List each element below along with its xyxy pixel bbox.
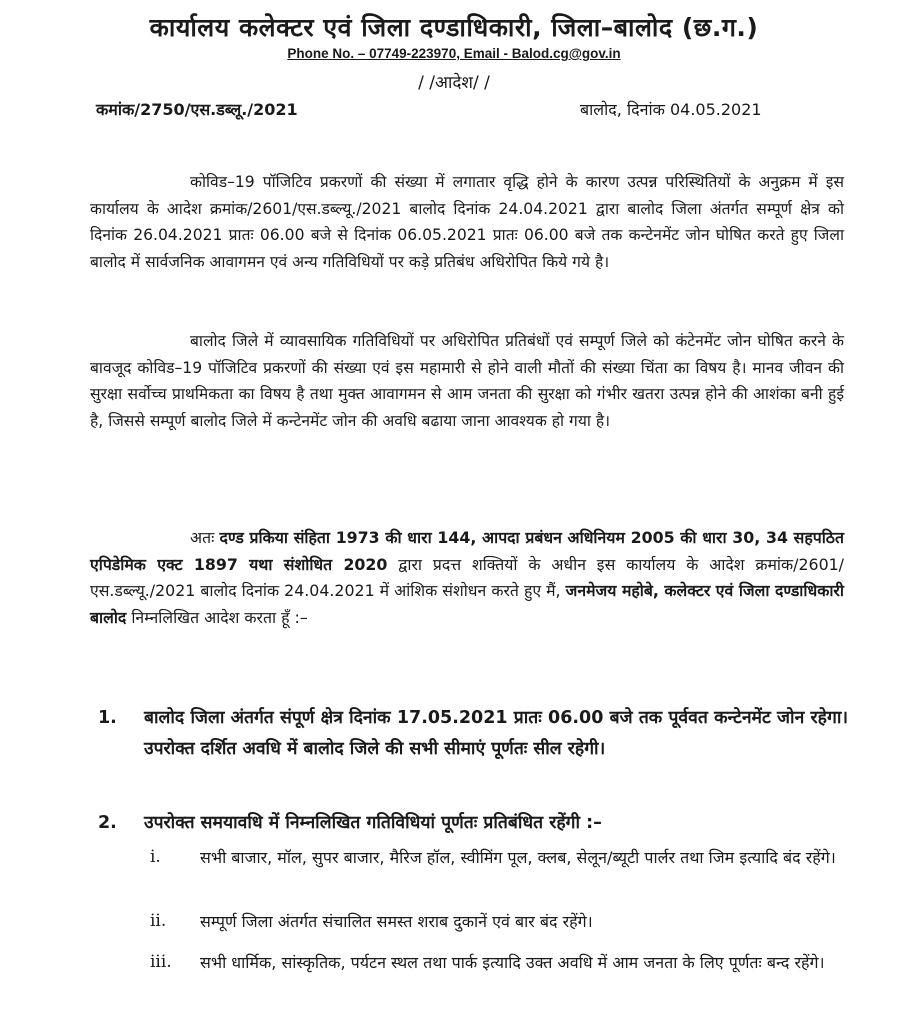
sub-item-ii [150, 906, 850, 937]
paragraph-2-text: बालोद जिले में व्यावसायिक गतिविधियों पर अधिरोपित प्रतिबंधों एवं सम्पूर्ण जिले को कंटेनमेंट जोन घोषित करने के बावजूद कोविड–19 पॉजिटिव प्रकरणों की संख्या एवं इस महामारी से होने वाली मौतों की संख्या चिंता का विषय है। मानव जीवन की सुरक्षा सर्वोच्च प्राथमिकता का विषय है तथा मुक्त आवागमन से आम जनता की सुरक्षा को गंभीर खतरा उत्पन्न होने की आशंका बनी हुई है, जिससे सम्पूर्ण बालोद जिले में कन्टेनमेंट जोन की अवधि बढाया जाना आवश्यक हो गया है। [90, 332, 844, 430]
legal-provisions: दण्ड प्रकिया संहिता 1973 की धारा 144, आपदा प्रबंधन अधिनियम 2005 की धारा 30, 34 सहपठित एपिडेमिक एक्ट 1897 यथा संशोधित 2020 [90, 528, 844, 574]
paragraph-3-lead: अतः [190, 528, 215, 547]
paragraph-3-mid: द्वारा प्रदत्त शक्तियों के अधीन इस कार्यालय के आदेश क्रमांक/2601/एस.डब्ल्यू./2021 बालोद दिनांक 24.04.2021 में आंशिक संशोधन करते हुए मैं, [90, 554, 844, 600]
sub-item-text: सम्पूर्ण जिला अंतर्गत संचालित समस्त शराब दुकानें एवं बार बंद रहेंगे। [200, 912, 593, 931]
collector-name: जनमेजय महोबे, कलेक्टर एवं जिला दण्डाधिकारी बालोद [90, 581, 844, 627]
order-item-number: 2. [98, 813, 117, 833]
sub-item-text: सभी बाजार, मॉल, सुपर बाजार, मैरिज हॉल, स्वीमिंग पूल, क्लब, सेलून/ब्यूटी पार्लर तथा जिम इत्यादि बंद रहेंगे। [200, 848, 836, 867]
order-item-number: 1. [98, 708, 117, 728]
place-date: बालोद, दिनांक 04.05.2021 [580, 100, 762, 119]
paragraph-3-tail: निम्नलिखित आदेश करता हूँ :– [131, 607, 308, 627]
paragraph-2 [90, 328, 844, 434]
contact-line: Phone No. – 07749-223970, Email - Balod.cg@gov.in [287, 46, 621, 61]
paragraph-1 [90, 169, 844, 275]
order-heading: / /आदेश/ / [418, 73, 490, 93]
sub-item-numeral: iii. [150, 952, 172, 972]
order-item-text: बालोद जिला अंतर्गत संपूर्ण क्षेत्र दिनांक 17.05.2021 प्रातः 06.00 बजे तक पूर्ववत कन्टेनमेंट जोन रहेगा। उपरोक्त दर्शित अवधि में बालोद जिले की सभी सीमाएं पूर्णतः सील रहेगी। [144, 708, 848, 759]
sub-item-iii [150, 947, 850, 978]
order-item-2 [98, 808, 848, 839]
sub-item-numeral: ii. [150, 911, 167, 931]
sub-item-numeral: i. [150, 847, 161, 867]
sub-item-text: सभी धार्मिक, सांस्कृतिक, पर्यटन स्थल तथा पार्क इत्यादि उक्त अवधि में आम जनता के लिए पूर्णतः बन्द रहेंगे। [200, 953, 825, 972]
paragraph-3 [90, 525, 844, 631]
order-item-text: उपरोक्त समयावधि में निम्नलिखित गतिविधियां पूर्णतः प्रतिबंधित रहेंगी :– [144, 813, 602, 833]
office-title: कार्यालय कलेक्टर एवं जिला दण्डाधिकारी, जिला–बालोद (छ.ग.) [149, 13, 759, 42]
paragraph-1-text: कोविड–19 पॉजिटिव प्रकरणों की संख्या में लगातार वृद्धि होने के कारण उत्पन्न परिस्थितियों के अनुक्रम में इस कार्यालय के आदेश क्रमांक/2601/एस.डब्ल्यू./2021 बालोद दिनांक 24.04.2021 द्वारा बालोद जिला अंतर्गत सम्पूर्ण क्षेत्र को दिनांक 26.04.2021 प्रातः 06.00 बजे से दिनांक 06.05.2021 प्रातः 06.00 बजे तक कन्टेनमेंट जोन घोषित करते हुए जिला बालोद में सार्वजनिक आवागमन एवं अन्य गतिविधियों पर कड़े प्रतिबंध अधिरोपित किये गये है। [90, 173, 844, 271]
order-item-1 [98, 703, 848, 765]
reference-number: कमांक/2750/एस.डब्लू./2021 [96, 100, 298, 119]
sub-item-i [150, 842, 850, 873]
